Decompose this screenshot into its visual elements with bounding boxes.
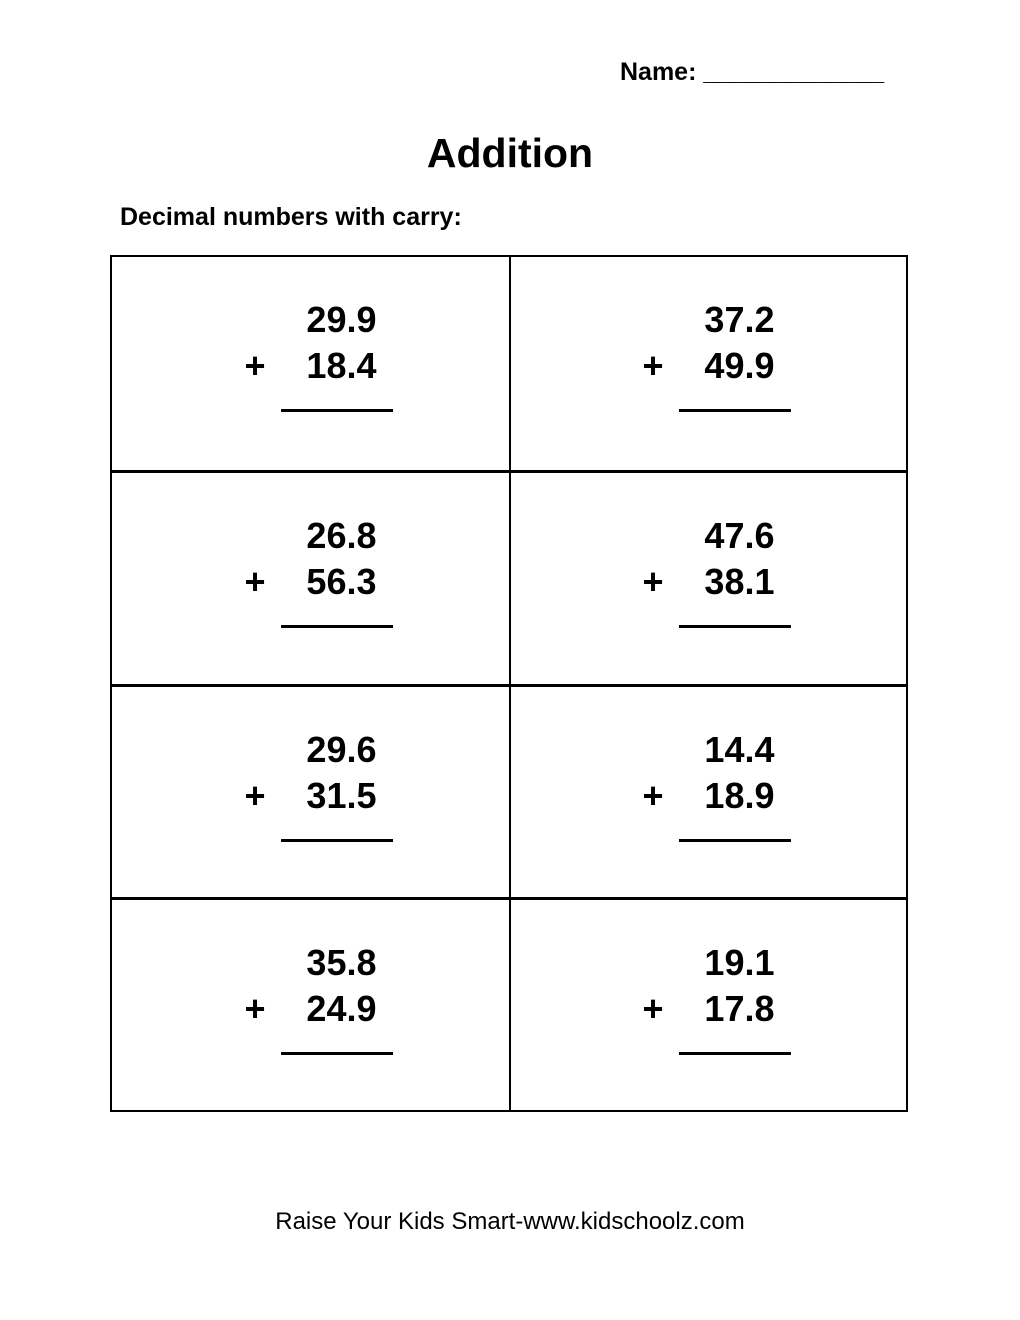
bottom-operand: 56.3 bbox=[306, 561, 377, 603]
problem-cell-2 bbox=[509, 257, 906, 470]
top-operand: 29.6 bbox=[306, 728, 377, 770]
problem-cell-4 bbox=[509, 470, 906, 683]
answer-blank bbox=[281, 625, 393, 628]
answer-blank bbox=[679, 839, 791, 842]
addition-problem bbox=[245, 940, 377, 1055]
page-title: Addition bbox=[426, 130, 594, 176]
name-blank-line: _____________ bbox=[703, 58, 885, 86]
problem-cell-5 bbox=[112, 684, 509, 897]
name-label: Name: bbox=[620, 58, 697, 86]
answer-blank bbox=[281, 839, 393, 842]
plus-operator: + bbox=[642, 561, 664, 603]
answer-blank bbox=[281, 409, 393, 412]
plus-operator: + bbox=[642, 987, 664, 1029]
addition-problem bbox=[643, 727, 775, 842]
answer-blank bbox=[679, 625, 791, 628]
addition-problem bbox=[245, 513, 377, 628]
top-operand: 19.1 bbox=[704, 941, 775, 983]
plus-operator: + bbox=[642, 774, 664, 816]
section-label: Decimal numbers with carry: bbox=[120, 203, 462, 231]
bottom-operand: 24.9 bbox=[306, 987, 377, 1029]
top-operand: 47.6 bbox=[704, 515, 775, 557]
name-field bbox=[620, 58, 884, 87]
footer-text: Raise Your Kids Smart-www.kidschoolz.com bbox=[275, 1208, 745, 1235]
problem-cell-8 bbox=[509, 897, 906, 1110]
plus-operator: + bbox=[244, 987, 266, 1029]
top-operand: 35.8 bbox=[306, 941, 377, 983]
addition-problem bbox=[245, 727, 377, 842]
plus-operator: + bbox=[244, 561, 266, 603]
bottom-operand: 49.9 bbox=[704, 345, 775, 386]
answer-blank bbox=[679, 1052, 791, 1055]
addition-problem bbox=[245, 297, 377, 412]
bottom-operand: 38.1 bbox=[704, 561, 775, 603]
top-operand: 37.2 bbox=[704, 299, 775, 340]
bottom-operand: 18.4 bbox=[306, 345, 377, 386]
problem-cell-3 bbox=[112, 470, 509, 683]
top-operand: 29.9 bbox=[306, 299, 377, 340]
plus-operator: + bbox=[642, 345, 664, 386]
plus-operator: + bbox=[244, 774, 266, 816]
addition-problem bbox=[643, 513, 775, 628]
addition-problem bbox=[643, 297, 775, 412]
problem-cell-6 bbox=[509, 684, 906, 897]
plus-operator: + bbox=[244, 345, 266, 386]
bottom-operand: 31.5 bbox=[306, 774, 377, 816]
bottom-operand: 17.8 bbox=[704, 987, 775, 1029]
problem-cell-7 bbox=[112, 897, 509, 1110]
top-operand: 26.8 bbox=[306, 515, 377, 557]
top-operand: 14.4 bbox=[704, 728, 775, 770]
problem-cell-1 bbox=[112, 257, 509, 470]
addition-problem bbox=[643, 940, 775, 1055]
answer-blank bbox=[281, 1052, 393, 1055]
answer-blank bbox=[679, 409, 791, 412]
bottom-operand: 18.9 bbox=[704, 774, 775, 816]
problems-table bbox=[110, 255, 908, 1112]
